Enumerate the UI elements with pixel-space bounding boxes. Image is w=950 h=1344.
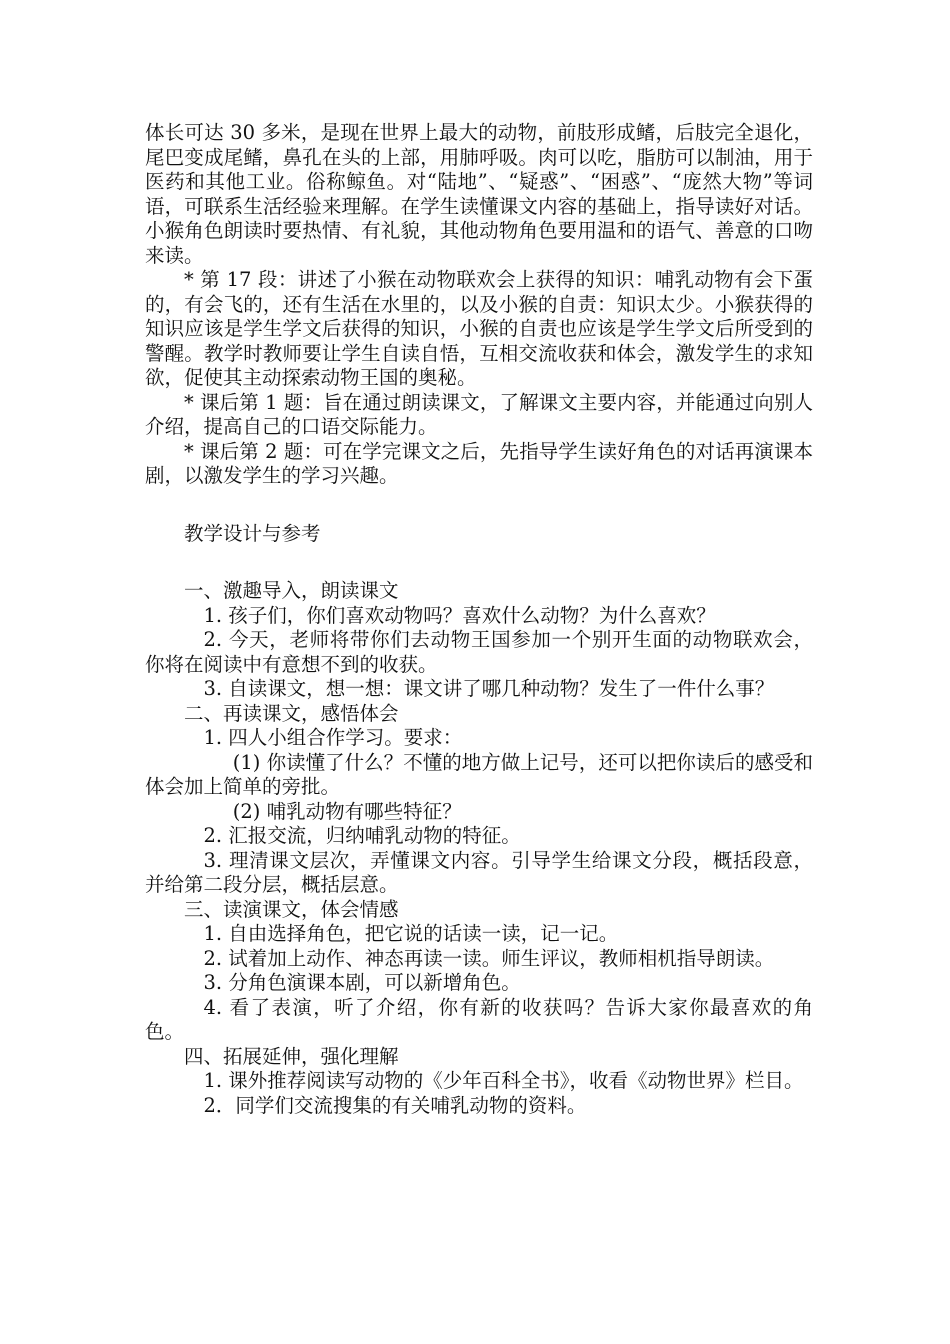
section-2-sub-2: (2) 哺乳动物有哪些特征？ <box>232 799 462 823</box>
intro-paragraph-4: * 课后第 2 题：可在学完课文之后，先指导学生读好角色的对话再演课本剧，以激发学生的学习兴趣。 <box>145 439 813 487</box>
section-4-item-2: 2．同学们交流搜集的有关哺乳动物的资料。 <box>203 1093 587 1117</box>
intro-paragraph-3: * 课后第 1 题：旨在通过朗读课文，了解课文主要内容，并能通过向别人介绍，提高自己的口语交际能力。 <box>145 390 813 438</box>
section-1-item-2: 2. 今天，老师将带你们去动物王国参加一个别开生面的动物联欢会，你将在阅读中有意想不到的收获。 <box>145 628 813 676</box>
intro-paragraph-1: 体长可达 30 多米，是现在世界上最大的动物，前肢形成鳍，后肢完全退化，尾巴变成尾鳍，鼻孔在头的上部，用肺呼吸。肉可以吃，脂肪可以制油，用于医药和其他工业。俗称鲸鱼。对“陆地”、“疑惑”、“困惑”、“庞然大物”等词语，可联系生活经验来理解。在学生读懂课文内容的基础上，指导读好对话。小猴角色朗读时要热情、有礼貌，其他动物角色要用温和的语气、善意的口吻来读。 <box>145 121 813 267</box>
section-4-item-1: 1. 课外推荐阅读写动物的《少年百科全书》，收看《动物世界》栏目。 <box>203 1069 804 1092</box>
section-2-item-3: 3. 理清课文层次，弄懂课文内容。引导学生给课文分段，概括段意，并给第二段分层，概括层意。 <box>145 848 813 896</box>
section-2-sub-1: (1) 你读懂了什么？不懂的地方做上记号，还可以把你读后的感受和体会加上简单的旁批。 <box>145 750 813 798</box>
section-4-heading: 四、拓展延伸，强化理解 <box>184 1044 399 1068</box>
section-1-item-3: 3. 自读课文，想一想：课文讲了哪几种动物？发生了一件什么事？ <box>203 677 775 700</box>
document-body <box>145 121 813 1118</box>
spacer <box>145 546 813 579</box>
section-3-heading: 三、读演课文，体会情感 <box>184 897 399 921</box>
design-title: 教学设计与参考 <box>184 521 321 545</box>
spacer <box>145 489 813 522</box>
intro-paragraph-2: * 第 17 段：讲述了小猴在动物联欢会上获得的知识：哺乳动物有会下蛋的，有会飞的，还有生活在水里的，以及小猴的自责：知识太少。小猴获得的知识应该是学生学文后获得的知识，小猴的自责也应该是学生学文后所受到的警醒。教学时教师要让学生自读自悟，互相交流收获和体会，激发学生的求知欲，促使其主动探索动物王国的奥秘。 <box>145 268 813 389</box>
section-2-item-2: 2. 汇报交流，归纳哺乳动物的特征。 <box>203 824 521 847</box>
section-3-item-2: 2. 试着加上动作、神态再读一读。师生评议，教师相机指导朗读。 <box>203 946 775 970</box>
section-2-heading: 二、再读课文，感悟体会 <box>184 701 399 725</box>
section-1-heading: 一、激趣导入，朗读课文 <box>184 579 399 602</box>
section-3-item-1: 1. 自由选择角色，把它说的话读一读，记一记。 <box>203 922 619 945</box>
section-3-item-4: 4. 看了表演，听了介绍，你有新的收获吗？告诉大家你最喜欢的角色。 <box>145 995 813 1043</box>
section-3-item-3: 3. 分角色演课本剧，可以新增角色。 <box>203 971 521 994</box>
section-2-item-1: 1. 四人小组合作学习。要求： <box>203 726 463 749</box>
section-1-item-1: 1. 孩子们，你们喜欢动物吗？喜欢什么动物？为什么喜欢？ <box>203 603 716 627</box>
